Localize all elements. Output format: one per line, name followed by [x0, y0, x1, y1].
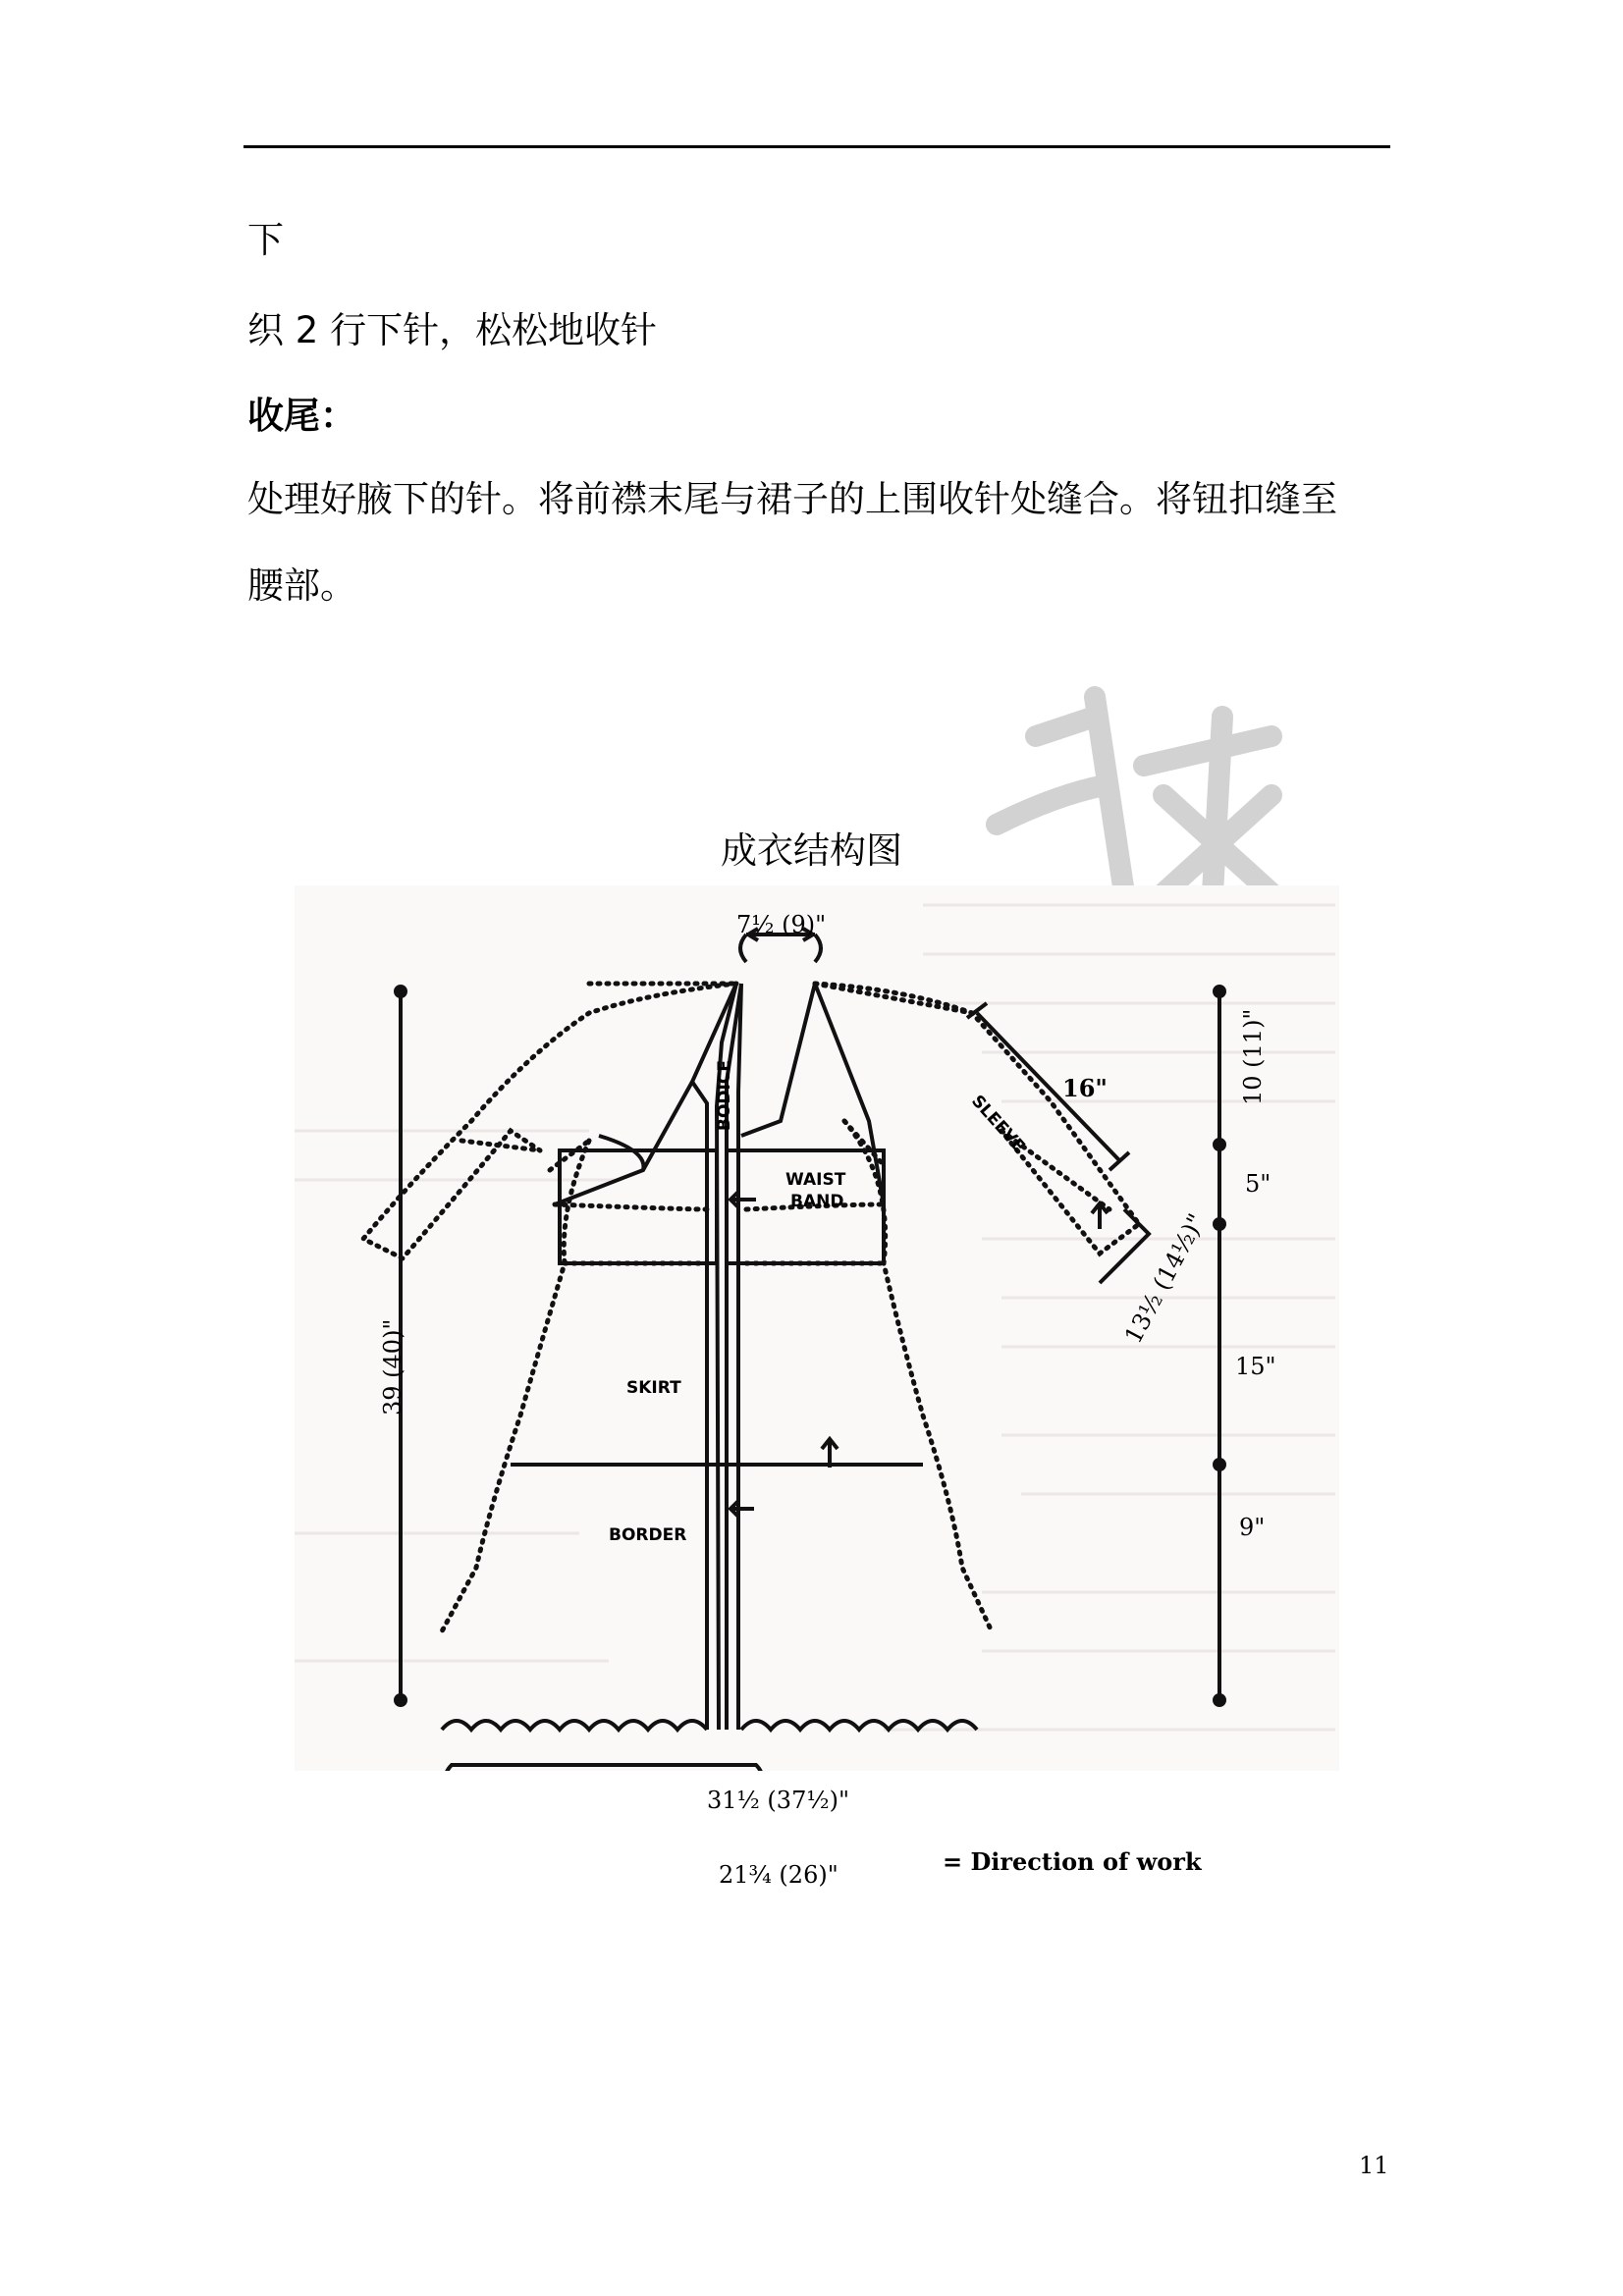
dim-hem-narrow: 21¾ (26)" — [719, 1861, 839, 1889]
dim-neck: 7½ (9)" — [736, 911, 827, 938]
label-waist: WAIST — [785, 1170, 846, 1190]
header-rule — [243, 145, 1390, 148]
text-line-1: 下 — [247, 219, 284, 261]
dim-yoke-height: 10 (11)" — [1239, 1008, 1267, 1105]
label-bodice: BODICE — [715, 1060, 734, 1131]
dim-sleeve-length: 16" — [1062, 1074, 1108, 1102]
garment-schematic — [295, 885, 1339, 1889]
label-border: BORDER — [609, 1525, 687, 1545]
label-band: BAND — [790, 1192, 844, 1211]
legend-direction: = Direction of work — [943, 1847, 1202, 1876]
section-heading: 收尾： — [247, 395, 356, 437]
dim-waist-height: 5" — [1245, 1170, 1271, 1198]
paragraph-line-1: 处理好腋下的针。将前襟末尾与裙子的上围收针处缝合。将钮扣缝至 — [247, 478, 1337, 520]
figure-caption: 成衣结构图 — [721, 829, 902, 872]
page-number: 11 — [1359, 2152, 1389, 2179]
dim-cuff: 13½ (14½)" — [1119, 1208, 1211, 1349]
dim-skirt-height: 15" — [1235, 1353, 1276, 1380]
label-skirt: SKIRT — [626, 1378, 681, 1398]
dim-hem-wide: 31½ (37½)" — [707, 1787, 849, 1814]
text-line-2: 织 2 行下针，松松地收针 — [247, 309, 658, 351]
paragraph-line-2: 腰部。 — [247, 564, 356, 607]
label-sleeve: SLEEVE — [967, 1092, 1029, 1157]
schematic-drawing — [295, 885, 1339, 1771]
watermark-logo — [977, 677, 1291, 913]
dim-total-length: 39 (40)" — [379, 1318, 406, 1415]
dim-border-height: 9" — [1239, 1514, 1266, 1541]
